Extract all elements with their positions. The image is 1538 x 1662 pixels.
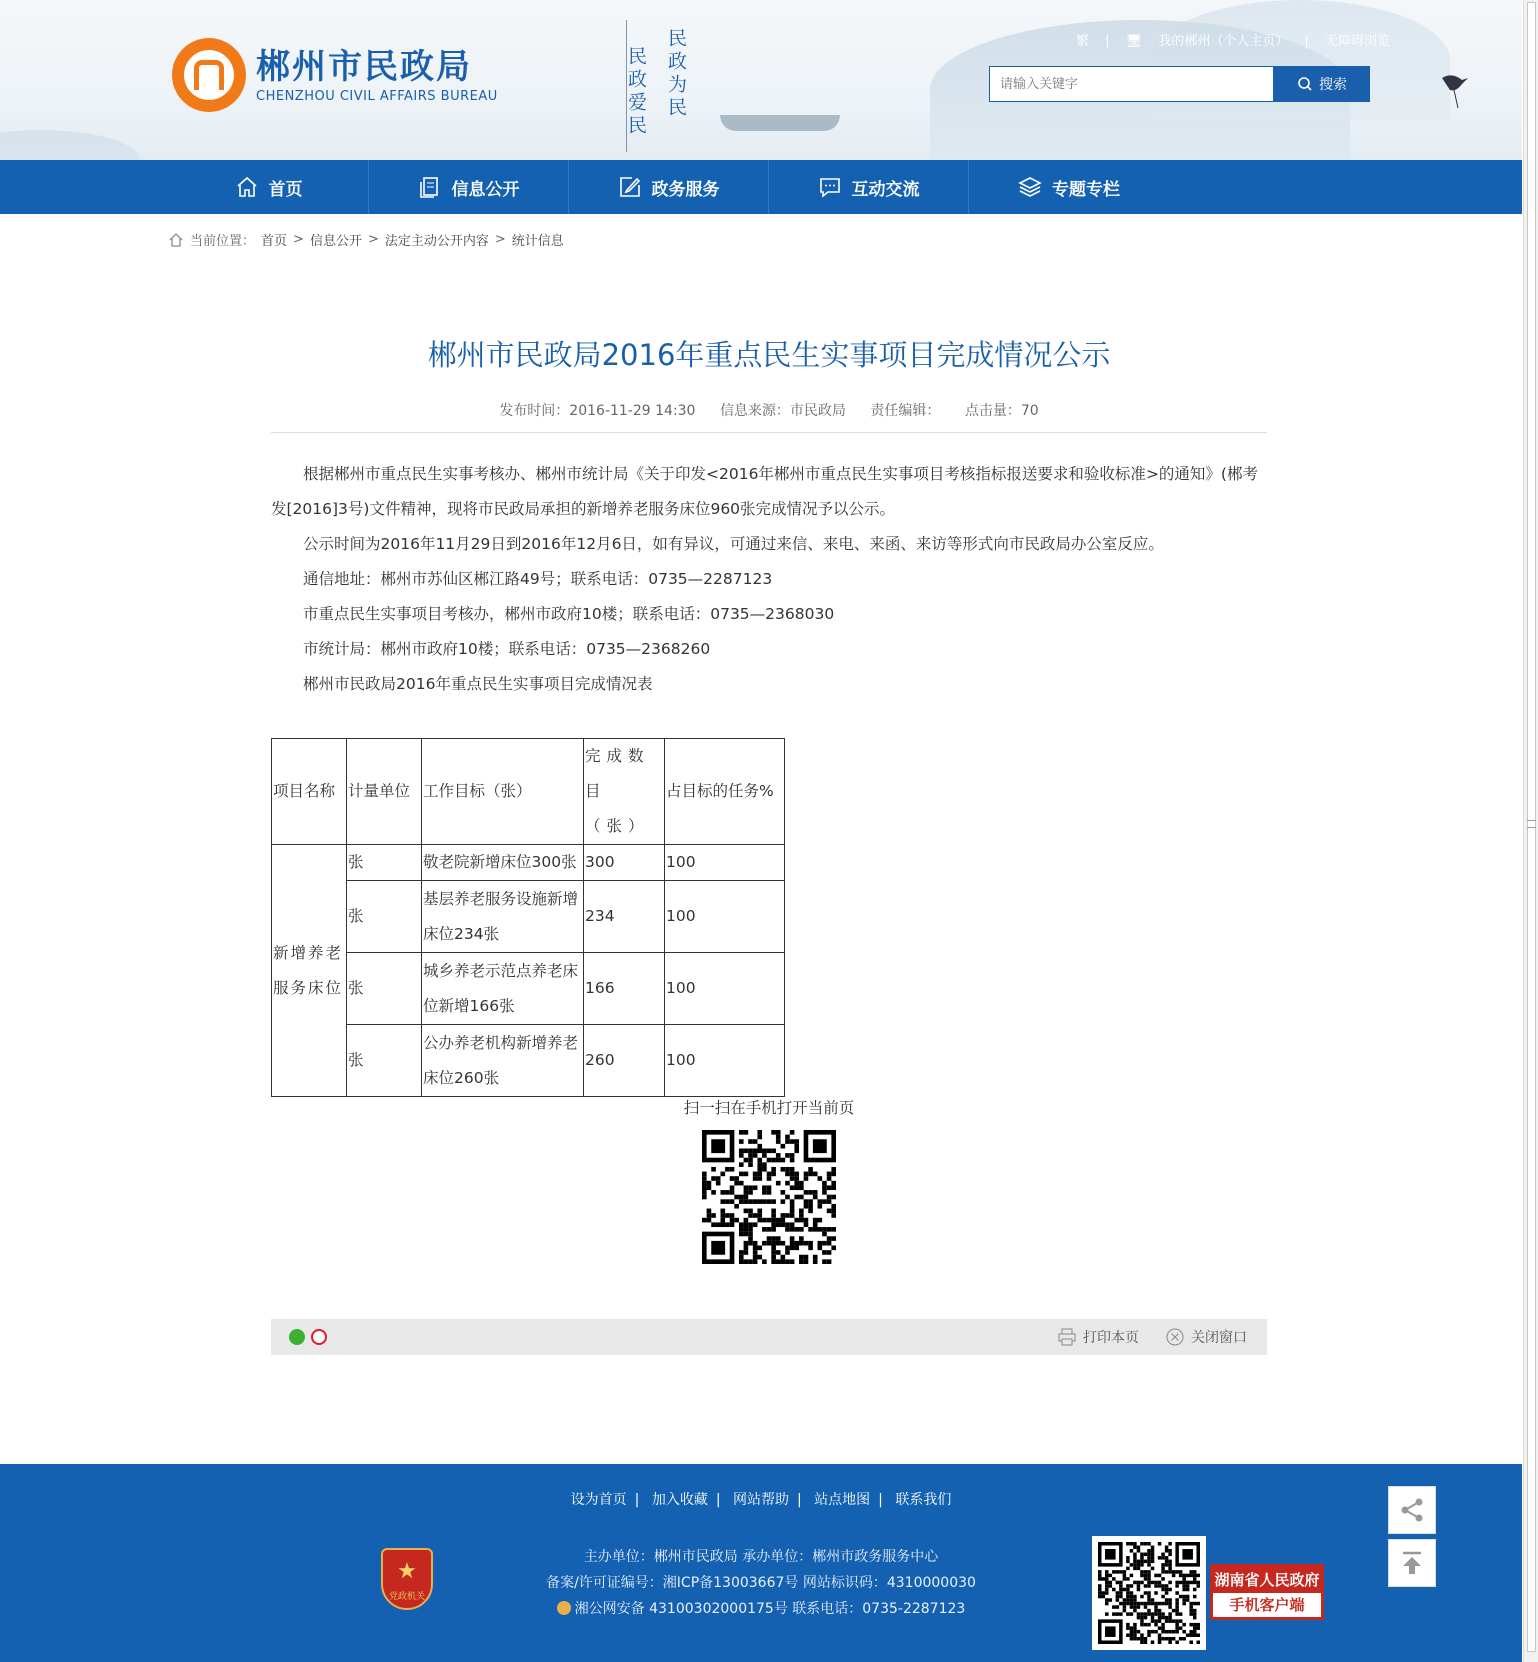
back-to-top-button[interactable] (1388, 1539, 1436, 1587)
paragraph: 根据郴州市重点民生实事考核办、郴州市统计局《关于印发<2016年郴州市重点民生实事项目考核指标报送要求和验收标准>的通知》(郴考发[2016]3号)文件精神，现将市民政局承担的新增养老服务床位960张完成情况予以公示。 (271, 465, 1258, 518)
footer-qr-code (1092, 1536, 1206, 1650)
footer-link-contact[interactable]: 联系我们 (895, 1492, 952, 1508)
footer-link-sethome[interactable]: 设为首页 (570, 1492, 627, 1508)
project-name-cell: 新增养老服务床位 (272, 845, 347, 1097)
site-header (0, 0, 1522, 160)
breadcrumb-home[interactable]: 首页 (261, 234, 288, 249)
footer-icp: 备案/许可证编号：湘ICP备13003667号 网站标识码：4310000030 (546, 1575, 976, 1591)
site-footer (0, 1464, 1522, 1662)
completion-table (271, 738, 785, 1097)
info-source: 信息来源：市民政局 (719, 403, 846, 419)
footer-sponsor: 主办单位：郴州市民政局 承办单位：郴州市政务服务中心 (583, 1549, 939, 1565)
nav-item-services[interactable]: 政务服务 (569, 160, 769, 214)
table-row: 新增养老服务床位 张 敬老院新增床位300张 300 100 (272, 845, 785, 881)
breadcrumb-info[interactable]: 信息公开 (309, 234, 362, 249)
logo-emblem-icon (172, 38, 246, 112)
nav-item-home[interactable]: 首页 (169, 160, 369, 214)
editor: 责任编辑： (870, 403, 941, 419)
paragraph: 郴州市民政局2016年重点民生实事项目完成情况表 (303, 675, 653, 693)
police-emblem-icon (557, 1601, 571, 1615)
crane-decoration (1440, 70, 1470, 110)
footer-link-favorite[interactable]: 加入收藏 (651, 1492, 708, 1508)
document-icon (418, 175, 442, 199)
table-header: 计量单位 (347, 739, 422, 845)
page-qr-code (702, 1130, 836, 1264)
breadcrumb-statutory[interactable]: 法定主动公开内容 (384, 234, 489, 249)
table-row: 张 公办养老机构新增养老床位260张 260 100 (272, 1025, 785, 1097)
weibo-share-icon[interactable] (311, 1329, 327, 1345)
table-header: 占目标的任务% (665, 739, 785, 845)
publish-time: 发布时间：2016-11-29 14:30 (499, 403, 696, 419)
scrollbar[interactable] (1523, 0, 1538, 1662)
breadcrumb: 当前位置： 首页 > 信息公开 > 法定主动公开内容 > 统计信息 (168, 230, 564, 249)
qr-label: 扫一扫在手机打开当前页 (683, 1099, 855, 1117)
motto (626, 20, 688, 152)
footer-links: 设为首页 | 加入收藏 | 网站帮助 | 站点地图 | 联系我们 (570, 1492, 952, 1508)
home-icon (235, 175, 259, 199)
article-body (271, 457, 1267, 702)
article-title: 郴州市民政局2016年重点民生实事项目完成情况公示 (427, 338, 1111, 372)
traditional-chinese-link[interactable]: 繁 (1076, 34, 1090, 49)
party-gov-badge[interactable]: ★ 党政机关 (381, 1548, 433, 1610)
search-bar (989, 66, 1370, 102)
search-input[interactable] (989, 66, 1274, 102)
monitor-icon: 🖥 (1125, 34, 1143, 49)
table-header-row (272, 739, 785, 845)
paragraph: 市重点民生实事项目考核办，郴州市政府10楼；联系电话：0735—2368030 (303, 605, 835, 623)
table-row: 张 基层养老服务设施新增床位234张 234 100 (272, 881, 785, 953)
close-icon (1165, 1327, 1185, 1347)
paragraph: 公示时间为2016年11月29日到2016年12月6日，如有异议，可通过来信、来电、来函、来访等形式向市民政局办公室反应。 (303, 535, 1164, 553)
site-name-en: CHENZHOU CIVIL AFFAIRS BUREAU (256, 88, 498, 104)
nav-item-topics[interactable]: 专题专栏 (969, 160, 1169, 214)
hit-count: 点击量：70 (964, 403, 1039, 419)
edit-icon (618, 175, 642, 199)
footer-link-help[interactable]: 网站帮助 (733, 1492, 789, 1508)
share-side-button[interactable] (1388, 1486, 1436, 1534)
breadcrumb-statistics[interactable]: 统计信息 (511, 234, 564, 249)
star-icon: ★ (397, 1559, 417, 1584)
table-header: 项目名称 (272, 739, 347, 845)
footer-link-sitemap[interactable]: 站点地图 (814, 1492, 871, 1508)
accessible-browsing-link[interactable]: 无障碍浏览 (1325, 34, 1391, 49)
share-buttons (289, 1329, 327, 1345)
footer-qr-image (1098, 1542, 1200, 1644)
hunan-gov-app-link[interactable]: 湖南省人民政府 手机客户端 (1210, 1564, 1324, 1620)
top-links: 繁 | 🖥 我的郴州（个人主页） | 无障碍浏览 (1076, 34, 1391, 49)
wechat-share-icon[interactable] (289, 1329, 305, 1345)
close-window-button[interactable]: 关闭窗口 (1165, 1327, 1247, 1347)
motto-left: 民政爱民 (625, 46, 647, 138)
site-logo[interactable] (172, 38, 498, 112)
search-icon (1297, 76, 1313, 92)
layers-icon (1018, 175, 1042, 199)
table-header: 完成数目（张） (584, 739, 665, 845)
footer-police: 湘公网安备 43100302000175号 联系电话：0735-2287123 (0, 1596, 1522, 1622)
print-button[interactable]: 打印本页 (1057, 1327, 1139, 1347)
table-row: 张 城乡养老示范点养老床位新增166张 166 100 (272, 953, 785, 1025)
arrow-up-icon (1397, 1548, 1427, 1578)
nav-item-info[interactable]: 信息公开 (369, 160, 569, 214)
home-icon (168, 232, 184, 248)
nav-item-interaction[interactable]: 互动交流 (769, 160, 969, 214)
divider (271, 432, 1267, 433)
boat-decoration (720, 115, 840, 131)
printer-icon (1057, 1327, 1077, 1347)
my-chenzhou-link[interactable]: 我的郴州（个人主页） (1158, 34, 1289, 49)
table-header: 工作目标（张） (422, 739, 584, 845)
paragraph: 通信地址：郴州市苏仙区郴江路49号；联系电话：0735—2287123 (303, 570, 773, 588)
chat-icon (818, 175, 842, 199)
main-nav (0, 160, 1522, 214)
share-icon (1397, 1495, 1427, 1525)
motto-right: 民政为民 (665, 28, 687, 120)
article-meta (271, 400, 1267, 420)
article-toolbar (271, 1319, 1267, 1355)
paragraph: 市统计局：郴州市政府10楼；联系电话：0735—2368260 (303, 640, 711, 658)
site-name-cn: 郴州市民政局 (256, 46, 472, 87)
search-button[interactable]: 搜索 (1274, 66, 1370, 102)
